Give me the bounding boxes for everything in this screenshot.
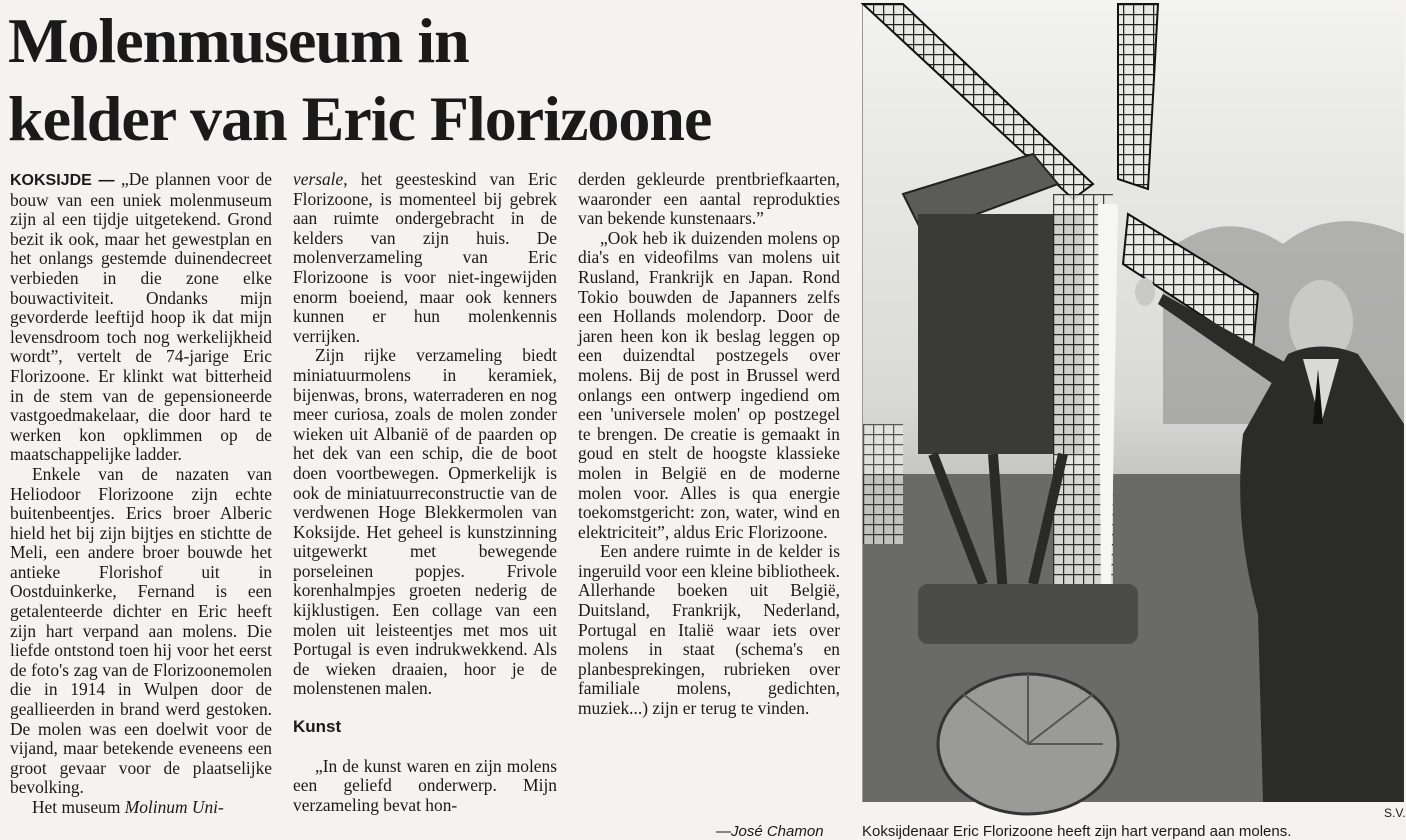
paragraph-text: „De plannen voor de bouw van een uniek molenmuseum zijn al een tijdje uitgetekend. Grond bezit ik ook, maar het gewestplan en het onlangs gestemde duinendecreet verbieden in die zone elke bouwactiviteit. Ondanks mijn gevorderde leeftijd hoop ik dat mijn levensdroom toch nog werkelijkheid wordt”, vertelt de 74-jarige Eric Florizoone. Er klinkt wat bitterheid in de stem van de gepensioneerde vastgoedmakelaar, die door hard te werken kon opklimmen op de maatschappelijke ladder. — [10, 169, 272, 465]
paragraph: derden gekleurde prentbriefkaarten, waaronder een aantal reprodukties van bekende kunstenaars.” — [578, 169, 840, 229]
photo-caption: Koksijdenaar Eric Florizoone heeft zijn hart verpand aan molens. — [862, 823, 1292, 840]
byline: —José Chamon — [716, 823, 824, 840]
paragraph: „In de kunst waren en zijn molens een geliefd onderwerp. Mijn verzameling bevat hon- — [293, 755, 557, 815]
paragraph — [10, 798, 272, 818]
paragraph — [10, 170, 272, 465]
museum-name: Molinum Uni- — [124, 797, 224, 817]
paragraph: Enkele van de nazaten van Heliodoor Florizoone zijn echte buitenbeentjes. Erics broer Alberic hield het bij zijn bijtjes en stichtte de Meli, een andere broer bouwde het antieke Florishof uit in Oostduinkerke, Fernand is een getalenteerde dichter en Eric heeft zijn hart verpand aan molens. Die liefde ontstond toen hij voor het eerst de foto's zag van de Florizoonemolen die in 1914 in Wulpen door de geallieerden in brand werd gestoken. De molen was een doelwit voor de vijand, maar betekende eveneens een groot gevaar voor de plaatselijke bevolking. — [10, 463, 272, 798]
article-column-2 — [293, 170, 557, 815]
dateline: KOKSIJDE — — [10, 172, 115, 189]
photo-credit: S.V. — [1384, 806, 1406, 820]
subheading: Kunst — [293, 717, 342, 737]
paragraph: Een andere ruimte in de kelder is ingeruild voor een kleine bibliotheek. Allerhande boeken uit België, Duitsland, Frankrijk, Nederland, Portugal en Italië waar iets over molens in staat (schema's en planbesprekingen, rubrieken over familiale molens, gedichten, muziek...) zijn er terug te vinden. — [578, 541, 840, 719]
paragraph: Zijn rijke verzameling biedt miniatuurmolens in keramiek, bijenwas, brons, waterraderen en nog meer curiosa, zoals de molen zonder wieken uit Albanië of de paarden op het dek van een schip, die de boot doen voortbewegen. Opmerkelijk is ook de miniatuurreconstructie van de verdwenen Hoge Blekkermolen van Koksijde. Het geheel is kunstzinning uitgewerkt met bewegende porseleinen popjes. Frivole korenhalmpjes groeten nederig de kijklustigen. Een collage van een molen uit leisteentjes met mos uit Portugal is even indrukwekkend. Als de wieken draaien, hoor je de molenstenen malen. — [293, 345, 557, 699]
article-column-3 — [578, 170, 840, 719]
paragraph-text: , het geesteskind van Eric Florizoone, is momenteel bij gebrek aan ruimte ondergebracht in de kelders van zijn huis. De molenverzameling van Eric Florizoone is voor niet-ingewijden enorm boeiend, maar ook kenners kunnen er hun molenkennis verrijken. — [293, 169, 557, 346]
headline-line-1: Molenmuseum in — [8, 5, 469, 76]
article-column-1 — [10, 170, 272, 818]
windmill-photo-illustration — [863, 4, 1404, 802]
headline-line-2: kelder van Eric Florizoone — [8, 83, 712, 154]
windmill-photo — [862, 4, 1404, 802]
paragraph — [293, 170, 557, 346]
paragraph-text: Het museum — [32, 797, 121, 817]
paragraph: „Ook heb ik duizenden molens op dia's en videofilms van molens uit Rusland, Frankrijk en Japan. Rond Tokio bouwden de Japanners zelfs een Hollands molendorp. Door de jaren heen kon ik beslag leggen op een duizendtal postzegels over molens. Bij de post in Brussel werd onlangs een ontwerp ingediend om een 'universele molen' op postzegel te brengen. De creatie is gemaakt in goud en stelt de hoogste klassieke molen in België en de moderne molen voor. Alles is qua energie toekomstgericht: zon, water, wind en elektriciteit”, aldus Eric Florizoone. — [578, 227, 840, 542]
museum-name: versale — [293, 169, 344, 189]
headline — [8, 2, 848, 158]
